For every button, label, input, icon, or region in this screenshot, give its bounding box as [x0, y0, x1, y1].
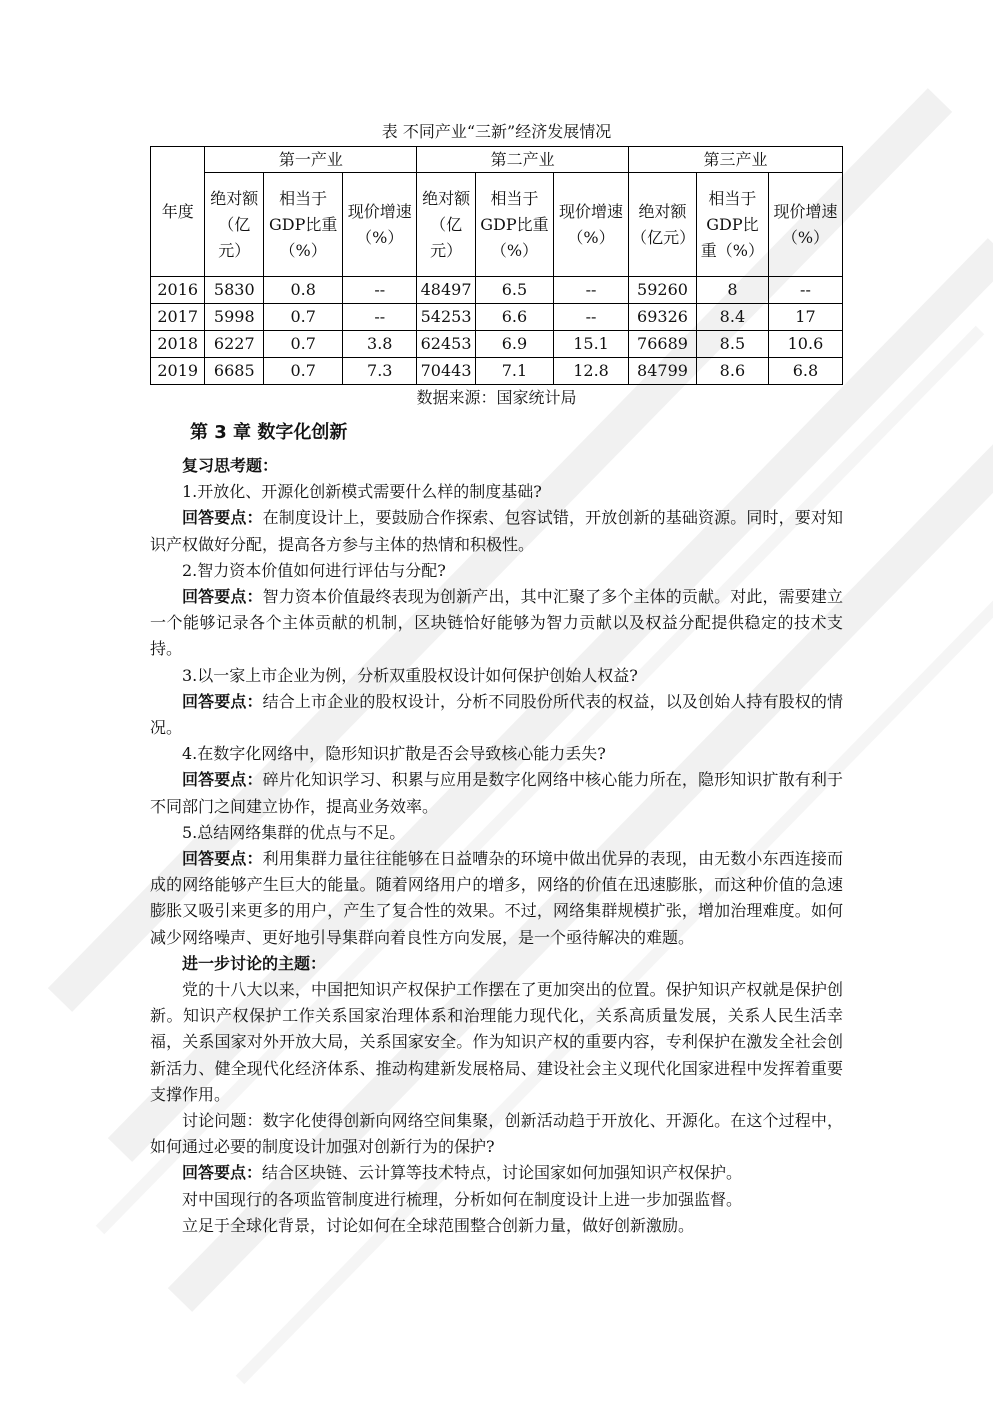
table-row	[151, 304, 843, 331]
question-text: 5.总结网络集群的优点与不足。	[182, 822, 406, 842]
table-cell: 6.9	[475, 331, 553, 358]
industry-table	[150, 146, 843, 385]
answer-text: 结合上市企业的股权设计，分析不同股份所代表的权益，以及创始人持有股权的情况。	[150, 691, 843, 738]
table-cell: 62453	[417, 331, 476, 358]
table-cell: 69326	[629, 304, 697, 331]
table-cell: 8	[696, 277, 768, 304]
discussion-heading: 进一步讨论的主题：	[182, 953, 327, 973]
table-cell: 2016	[151, 277, 205, 304]
table-cell: 6.8	[768, 358, 842, 385]
answer-label: 回答要点：	[182, 587, 263, 607]
table-cell: --	[554, 277, 629, 304]
column-header: 绝对额（亿元）	[205, 173, 264, 277]
table-cell: 2017	[151, 304, 205, 331]
answer-text: 在制度设计上，要鼓励合作探索、包容试错，开放创新的基础资源。同时，要对知识产权做好分配，提高各方参与主体的热情和积极性。	[150, 508, 843, 554]
table-cell: 6.6	[475, 304, 553, 331]
chapter-body	[150, 453, 843, 1239]
discussion-point: 对中国现行的各项监管制度进行梳理，分析如何在制度设计上进一步加强监督。	[182, 1189, 743, 1209]
column-header: 相当于GDP比重（%）	[475, 173, 553, 277]
answer-text: 碎片化知识学习、积累与应用是数字化网络中核心能力所在，隐形知识扩散有利于不同部门之间建立协作，提高业务效率。	[150, 770, 843, 816]
table-cell: 0.7	[264, 331, 343, 358]
column-header: 现价增速（%）	[768, 173, 842, 277]
table-cell: 0.7	[264, 358, 343, 385]
table-source: 数据来源：国家统计局	[416, 388, 577, 407]
table-cell: 76689	[629, 331, 697, 358]
table-cell: 48497	[417, 277, 476, 304]
table-cell: 7.1	[475, 358, 553, 385]
table-cell: 6.5	[475, 277, 553, 304]
answer-paragraph	[150, 846, 843, 951]
table-row	[151, 277, 843, 304]
table-cell: 0.8	[264, 277, 343, 304]
answer-label: 回答要点：	[182, 508, 263, 528]
answer-paragraph	[150, 767, 843, 819]
table-cell: 8.6	[696, 358, 768, 385]
table-cell: 2018	[151, 331, 205, 358]
discussion-intro: 党的十八大以来，中国把知识产权保护工作摆在了更加突出的位置。保护知识产权就是保护创新。知识产权保护工作关系国家治理体系和治理能力现代化，关系高质量发展，关系人民生活幸福，关系国家对外开放大局，关系国家安全。作为知识产权的重要内容，专利保护在激发全社会创新活力、健全现代化经济体系、推动构建新发展格局、建设社会主义现代化国家进程中发挥着重要支撑作用。	[150, 980, 843, 1104]
table-cell: 12.8	[554, 358, 629, 385]
answer-paragraph	[150, 505, 843, 557]
column-header: 相当于GDP比重（%）	[696, 173, 768, 277]
question-text: 4.在数字化网络中，隐形知识扩散是否会导致核心能力丢失?	[182, 744, 606, 764]
group-header: 第三产业	[629, 147, 843, 173]
table-row	[151, 331, 843, 358]
answer-paragraph	[150, 689, 843, 741]
column-header: 现价增速（%）	[554, 173, 629, 277]
table-cell: 70443	[417, 358, 476, 385]
discussion-point: 立足于全球化背景，讨论如何在全球范围整合创新力量，做好创新激励。	[182, 1215, 695, 1235]
table-caption: 表 不同产业“三新”经济发展情况	[381, 122, 612, 141]
table-cell: 3.8	[343, 331, 417, 358]
answer-label: 回答要点：	[182, 849, 263, 869]
table-cell: 15.1	[554, 331, 629, 358]
question-text: 2.智力资本价值如何进行评估与分配?	[182, 560, 446, 580]
table-cell: 54253	[417, 304, 476, 331]
table-cell: 2019	[151, 358, 205, 385]
year-header: 年度	[151, 147, 205, 277]
question-text: 1.开放化、开源化创新模式需要什么样的制度基础?	[182, 482, 542, 502]
chapter-title: 第 3 章 数字化创新	[190, 422, 348, 443]
table-cell: 8.4	[696, 304, 768, 331]
answer-paragraph	[150, 1160, 843, 1186]
table-cell: 0.7	[264, 304, 343, 331]
table-row	[151, 358, 843, 385]
column-header: 绝对额（亿元）	[417, 173, 476, 277]
table-cell: 10.6	[768, 331, 842, 358]
table-cell: 8.5	[696, 331, 768, 358]
table-cell: 5830	[205, 277, 264, 304]
column-header: 现价增速（%）	[343, 173, 417, 277]
table-cell: 59260	[629, 277, 697, 304]
column-header: 绝对额（亿元）	[629, 173, 697, 277]
answer-label: 回答要点：	[182, 691, 263, 711]
answer-label: 回答要点：	[182, 770, 263, 790]
table-cell: 84799	[629, 358, 697, 385]
column-header: 相当于GDP比重（%）	[264, 173, 343, 277]
answer-text: 结合区块链、云计算等技术特点，讨论国家如何加强知识产权保护。	[262, 1163, 743, 1183]
review-heading: 复习思考题：	[182, 456, 279, 475]
answer-paragraph	[150, 584, 843, 663]
answer-label: 回答要点：	[182, 1163, 263, 1183]
discussion-question: 讨论问题：数字化使得创新向网络空间集聚，创新活动趋于开放化、开源化。在这个过程中，如何通过必要的制度设计加强对创新行为的保护?	[150, 1111, 843, 1157]
answer-text: 利用集群力量往往能够在日益嘈杂的环境中做出优异的表现，由无数小东西连接而成的网络能够产生巨大的能量。随着网络用户的增多，网络的价值在迅速膨胀，而这种价值的急速膨胀又吸引来更多的用户，产生了复合性的效果。不过，网络集群规模扩张，增加治理难度。如何减少网络噪声、更好地引导集群向着良性方向发展，是一个亟待解决的难题。	[150, 849, 843, 947]
answer-text: 智力资本价值最终表现为创新产出，其中汇聚了多个主体的贡献。对此，需要建立一个能够记录各个主体贡献的机制，区块链恰好能够为智力贡献以及权益分配提供稳定的技术支持。	[150, 587, 843, 659]
table-cell: 7.3	[343, 358, 417, 385]
question-text: 3.以一家上市企业为例，分析双重股权设计如何保护创始人权益?	[182, 665, 638, 685]
table-cell: --	[343, 304, 417, 331]
table-cell: 5998	[205, 304, 264, 331]
table-cell: 6685	[205, 358, 264, 385]
group-header: 第一产业	[205, 147, 417, 173]
group-header: 第二产业	[417, 147, 629, 173]
table-cell: 17	[768, 304, 842, 331]
table-cell: --	[554, 304, 629, 331]
table-cell: --	[343, 277, 417, 304]
table-cell: 6227	[205, 331, 264, 358]
table-cell: --	[768, 277, 842, 304]
